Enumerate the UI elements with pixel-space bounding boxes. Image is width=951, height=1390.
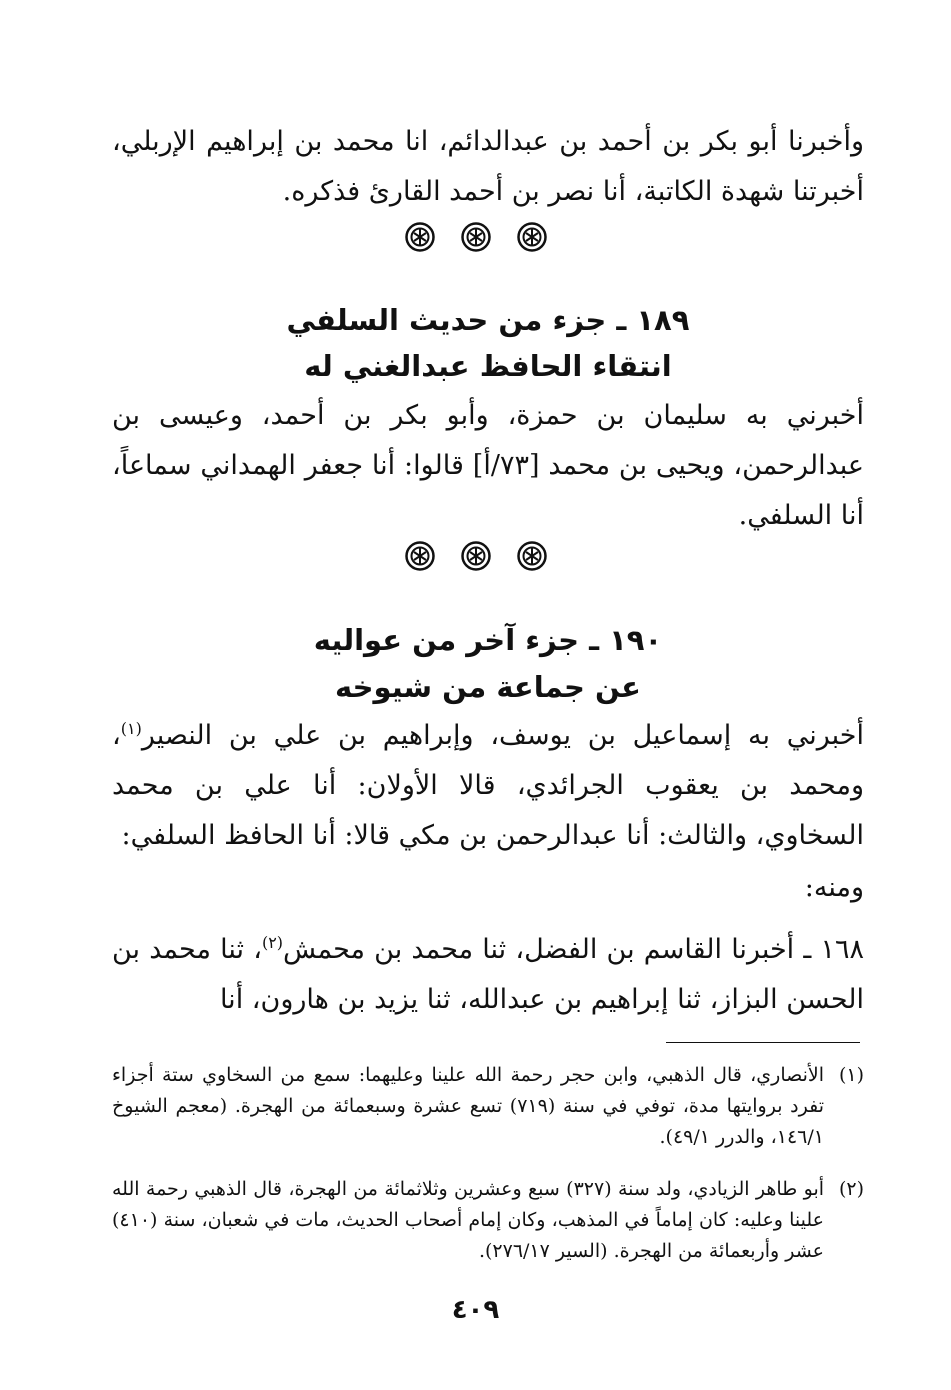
section-190-body-part2: ، ومحمد بن يعقوب الجرائدي، قالا الأولان: أنا علي بن محمد السخاوي، والثالث: أنا عبدالرحمن بن مكي قالا: أنا الحافظ السلفي:: [112, 720, 864, 851]
rosette-ornament-icon: [517, 541, 547, 571]
footnote-2-mark: (٢): [838, 1178, 864, 1200]
section-189-subtitle: انتقاء الحافظ عبدالغني له: [304, 349, 672, 383]
section-190-body: [112, 711, 864, 861]
rosette-ornament-icon: [405, 541, 435, 571]
footnote-2: [112, 1174, 864, 1267]
hadith-168-part1: ١٦٨ ـ أخبرنا القاسم بن الفضل، ثنا محمد بن محمش: [283, 934, 864, 965]
section-190-subtitle: عن جماعة من شيوخه: [335, 670, 641, 704]
rosette-ornament-icon: [517, 222, 547, 252]
footnote-ref-1: (١): [120, 719, 142, 738]
rosette-ornament-icon: [461, 222, 491, 252]
rosette-ornament-icon: [405, 222, 435, 252]
section-190-body-part1: أخبرني به إسماعيل بن يوسف، وإبراهيم بن علي بن النصير: [141, 720, 864, 751]
footnote-1-text: الأنصاري، قال الذهبي، وابن حجر رحمة الله علينا وعليهما: سمع من السخاوي ستة أجزاء تفرد بروايتها مدة، توفي في سنة (٧١٩) تسع عشرة وسبعمائة من الهجرة. (معجم الشيوخ ١٤٦/١، والدرر ٤٩/١).: [112, 1064, 825, 1148]
section-189-title: ١٨٩ ـ جزء من حديث السلفي: [286, 303, 690, 337]
footnote-separator: [666, 1042, 860, 1043]
minhu-label: ومنه:: [804, 872, 864, 903]
footnote-1-mark: (١): [838, 1064, 864, 1086]
section-190-title: ١٩٠ ـ جزء آخر من عواليه: [313, 623, 663, 657]
ornament-divider-1: [0, 222, 951, 252]
page-number: ٤٠٩: [451, 1295, 500, 1325]
ornament-divider-2: [0, 541, 951, 571]
footnote-1: [112, 1060, 864, 1153]
rosette-ornament-icon: [461, 541, 491, 571]
section-189-body: أخبرني به سليمان بن حمزة، وأبو بكر بن أحمد، وعيسى بن عبدالرحمن، ويحيى بن محمد [٧٣/أ] قالوا: أنا جعفر الهمداني سماعاً، أنا السلفي.: [112, 400, 864, 531]
top-paragraph: وأخبرنا أبو بكر بن أحمد بن عبدالدائم، انا محمد بن إبراهيم الإربلي، أخبرتنا شهدة الكاتبة، أنا نصر بن أحمد القارئ فذكره.: [112, 126, 864, 207]
footnote-ref-2: (٢): [261, 933, 284, 952]
hadith-168-part2: ، ثنا محمد بن الحسن البزاز، ثنا إبراهيم بن عبدالله، ثنا يزيد بن هارون، أنا: [112, 934, 864, 1015]
footnote-2-text: أبو طاهر الزيادي، ولد سنة (٣٢٧) سبع وعشرين وثلاثمائة من الهجرة، قال الذهبي رحمة الله علينا وعليه: كان إماماً في المذهب، وكان إمام أصحاب الحديث، مات في شعبان، سنة (٤١٠) عشر وأربعمائة من الهجرة. (السير ٢٧٦/١٧).: [112, 1178, 825, 1262]
hadith-168: [112, 925, 864, 1025]
